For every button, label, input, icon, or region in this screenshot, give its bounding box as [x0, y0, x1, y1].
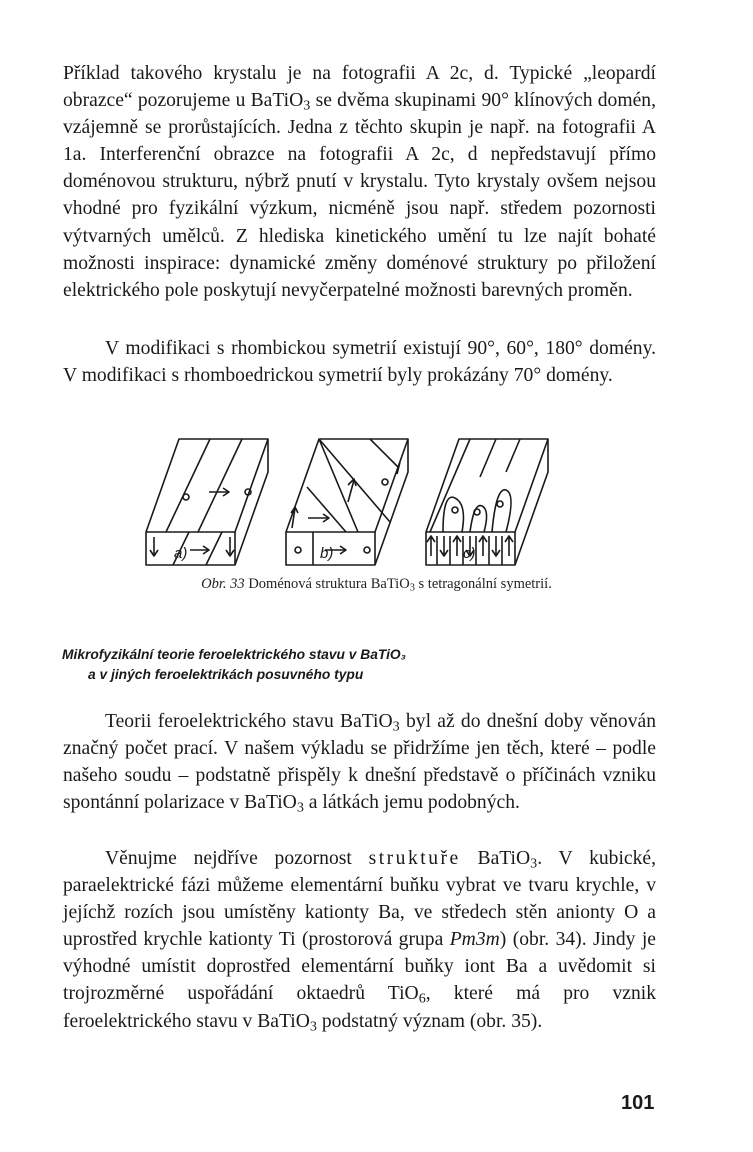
figure-label-c: c): [463, 545, 476, 562]
paragraph-rhombic-domains: V modifikaci s rhombickou symetrií existují 90°, 60°, 180° domény. V modifikaci s rhomboedrickou symetrií byly prokázány 70° domény.: [63, 338, 656, 387]
figure-caption: Obr. 33 Doménová struktura BaTiO$_3$ s tetragonální symetrií.: [201, 576, 552, 594]
figure-label-a: a): [174, 545, 188, 562]
figure-a-diagram: [146, 439, 268, 565]
figure-b-diagram: [286, 439, 408, 565]
paragraph-crystal-example: Příklad takového krystalu je na fotografii A 2c, d. Typické „leopardí obrazce“ pozorujeme u BaTiO$_3$ se dvěma skupinami 90° klínových domén, vzájemně se prorůstajících. Jedna z těchto skupin je např. na fotografii A 1a. Interferenční obrazce na fotografii A 2c, d nepředstavují přímo doménovou strukturu, nýbrž pnutí v krystalu. Tyto krystaly ovšem nejsou vhodné pro fyzikální výzkum, nicméně jsou např. středem pozornosti výtvarných umělců. Z hlediska kinetického umění tu lze najít bohaté možnosti inspirace: dynamické změny doménové struktury po přiložení elektrického pole poskytují nevyčerpatelné možnosti barevných proměn.: [63, 63, 656, 301]
section-heading: [62, 645, 662, 685]
section-heading-line2: a v jiných feroelektrikách posuvného typu: [88, 667, 364, 682]
figure-label-b: b): [320, 545, 334, 562]
paragraph-theory-intro: Teorii feroelektrického stavu BaTiO$_3$ byl až do dnešní doby věnován značný počet prací. V našem výkladu se přidržíme jen těch, které – podle našeho soudu – podstatně přispěly k dnešní představě o příčinách vzniku spontánní polarizace v BaTiO$_3$ a látkách jemu podobných.: [63, 711, 657, 816]
page-number: 101: [621, 1092, 655, 1114]
section-heading-line1: Mikrofyzikální teorie feroelektrického stavu v BaTiO₃: [62, 647, 407, 662]
domain-structure-figure: [140, 432, 580, 577]
figure-c-diagram: [426, 439, 548, 565]
paragraph-structure: Věnujme nejdříve pozornost struktuře BaTiO$_3$. V kubické, paraelektrické fázi můžeme elementární buňku vybrat ve tvaru krychle, v jejíchž rozích jsou umístěny kationty Ba, ve středech stěn anionty O a uprostřed krychle kationty Ti (prostorová grupa Pm3m) (obr. 34). Jindy je výhodné umístit doprostřed elementární buňky iont Ba a uvědomit si trojrozměrné uspořádání oktaedrů TiO$_6$, které má pro vznik feroelektrického stavu v BaTiO$_3$ podstatný význam (obr. 35).: [63, 848, 656, 1035]
